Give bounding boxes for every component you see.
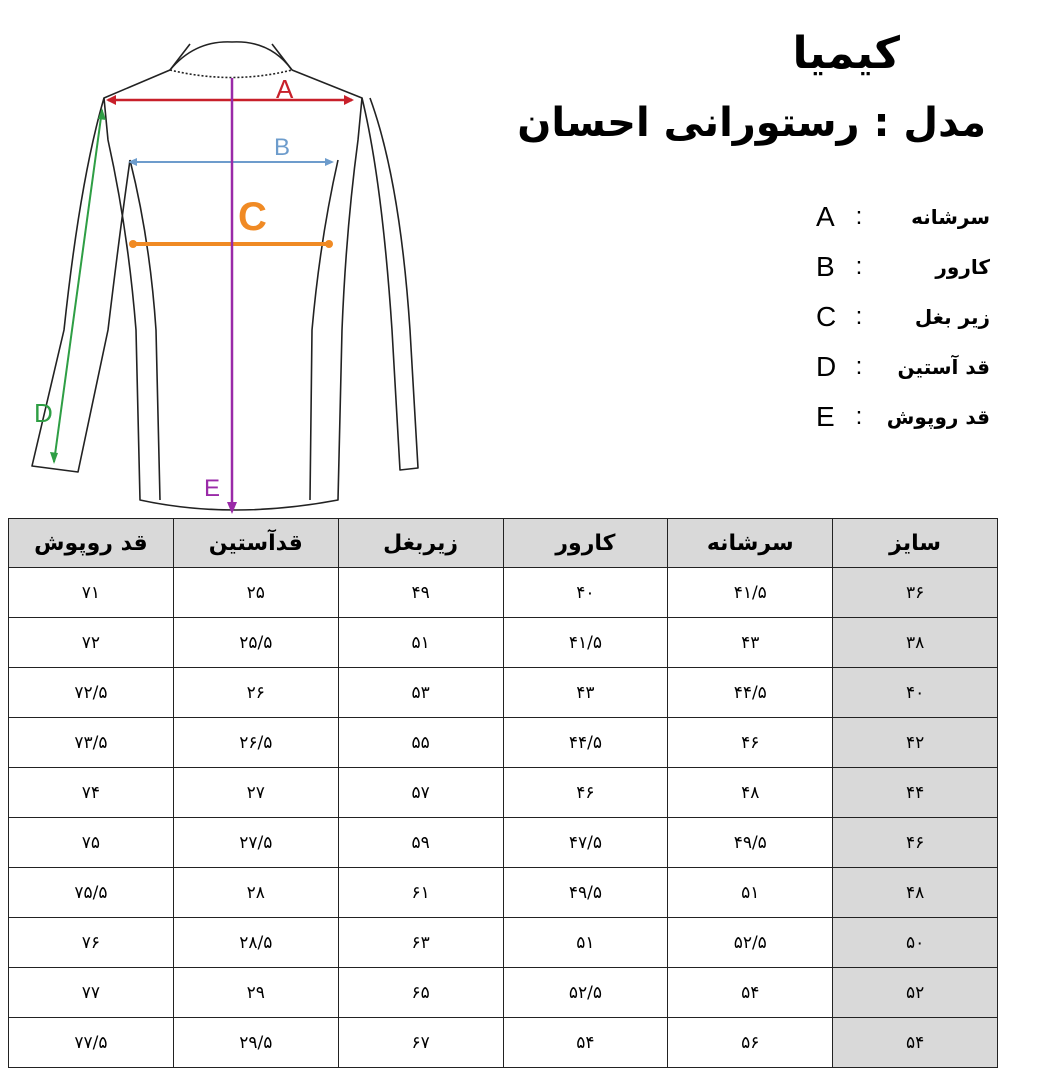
table-cell: ۲۹ (173, 968, 338, 1018)
table-cell: ۷۷ (9, 968, 174, 1018)
header-back-width: کارور (503, 519, 668, 568)
collar-stitch (170, 70, 292, 78)
table-row (9, 618, 998, 668)
legend-meaning: کارور (935, 255, 990, 279)
table-cell: ۴۴/۵ (668, 668, 833, 718)
size-cell: ۵۴ (833, 1018, 998, 1068)
size-cell: ۳۸ (833, 618, 998, 668)
table-row (9, 668, 998, 718)
table-body (9, 568, 998, 1068)
table-cell: ۴۳ (503, 668, 668, 718)
legend-letter: C (816, 301, 837, 332)
size-cell: ۴۴ (833, 768, 998, 818)
table-cell: ۵۵ (338, 718, 503, 768)
table-row (9, 818, 998, 868)
size-cell: ۴۶ (833, 818, 998, 868)
legend-row-a (750, 192, 990, 242)
table-cell: ۵۷ (338, 768, 503, 818)
size-cell: ۴۲ (833, 718, 998, 768)
table-cell: ۵۱ (668, 868, 833, 918)
table-cell: ۴۱/۵ (668, 568, 833, 618)
table-cell: ۲۵/۵ (173, 618, 338, 668)
table-cell: ۴۶ (668, 718, 833, 768)
table-cell: ۵۱ (338, 618, 503, 668)
table-row (9, 568, 998, 618)
legend-row-c (750, 292, 990, 342)
right-seam (310, 160, 338, 500)
header-size: سایز (833, 519, 998, 568)
header-shoulder: سرشانه (668, 519, 833, 568)
table-cell: ۵۲/۵ (668, 918, 833, 968)
table-cell: ۴۶ (503, 768, 668, 818)
table-cell: ۷۶ (9, 918, 174, 968)
table-cell: ۵۶ (668, 1018, 833, 1068)
table-cell: ۲۸ (173, 868, 338, 918)
model-title: مدل : رستورانی احسان (517, 100, 986, 146)
table-cell: ۲۵ (173, 568, 338, 618)
table-row (9, 768, 998, 818)
legend-colon: : (855, 253, 863, 280)
table-cell: ۶۱ (338, 868, 503, 918)
header-sleeve-length: قدآستین (173, 519, 338, 568)
table-row (9, 868, 998, 918)
table-row (9, 968, 998, 1018)
legend-colon: : (855, 403, 863, 430)
table-row (9, 1018, 998, 1068)
measure-e-line (227, 78, 237, 514)
measurement-legend (750, 192, 990, 442)
legend-row-d (750, 342, 990, 392)
legend-colon: : (855, 303, 863, 330)
size-cell: ۵۰ (833, 918, 998, 968)
table-cell: ۴۴/۵ (503, 718, 668, 768)
table-cell: ۷۳/۵ (9, 718, 174, 768)
table-cell: ۲۷ (173, 768, 338, 818)
legend-letter: A (816, 201, 835, 232)
table-cell: ۴۱/۵ (503, 618, 668, 668)
label-c: C (238, 195, 267, 239)
legend-meaning: زیر بغل (914, 305, 990, 329)
table-cell: ۷۲ (9, 618, 174, 668)
measure-d-line (50, 108, 106, 464)
legend-meaning: قد آستین (897, 355, 990, 379)
size-cell: ۳۶ (833, 568, 998, 618)
table-cell: ۵۱ (503, 918, 668, 968)
label-b: B (274, 134, 291, 161)
size-cell: ۴۸ (833, 868, 998, 918)
table-cell: ۷۷/۵ (9, 1018, 174, 1068)
legend-meaning: قد روپوش (886, 405, 990, 429)
legend-letter: B (816, 251, 835, 282)
table-row (9, 718, 998, 768)
legend-colon: : (855, 353, 863, 380)
label-e: E (204, 475, 221, 502)
table-cell: ۴۷/۵ (503, 818, 668, 868)
label-a: A (276, 74, 294, 104)
brand-title: کیمیا (792, 28, 900, 79)
right-sleeve-outline (362, 98, 418, 470)
table-cell: ۴۹ (338, 568, 503, 618)
table-cell: ۷۲/۵ (9, 668, 174, 718)
size-cell: ۵۲ (833, 968, 998, 1018)
table-cell: ۶۳ (338, 918, 503, 968)
table-cell: ۲۶/۵ (173, 718, 338, 768)
legend-colon: : (855, 203, 863, 230)
header-underarm: زیربغل (338, 519, 503, 568)
table-row (9, 918, 998, 968)
table-cell: ۷۴ (9, 768, 174, 818)
table-cell: ۵۴ (503, 1018, 668, 1068)
size-cell: ۴۰ (833, 668, 998, 718)
legend-row-b (750, 242, 990, 292)
table-cell: ۶۷ (338, 1018, 503, 1068)
table-cell: ۴۳ (668, 618, 833, 668)
table-cell: ۷۵ (9, 818, 174, 868)
table-cell: ۶۵ (338, 968, 503, 1018)
left-seam (130, 160, 160, 500)
table-cell: ۴۹/۵ (503, 868, 668, 918)
table-cell: ۵۳ (338, 668, 503, 718)
table-cell: ۲۸/۵ (173, 918, 338, 968)
legend-row-e (750, 392, 990, 442)
header-garment-length: قد روپوش (9, 519, 174, 568)
table-cell: ۷۱ (9, 568, 174, 618)
legend-letter: D (816, 351, 837, 382)
table-cell: ۴۰ (503, 568, 668, 618)
table-header-row (9, 519, 998, 568)
size-table (8, 518, 998, 1068)
table-cell: ۵۹ (338, 818, 503, 868)
table-cell: ۲۹/۵ (173, 1018, 338, 1068)
table-cell: ۵۴ (668, 968, 833, 1018)
table-cell: ۵۲/۵ (503, 968, 668, 1018)
table-cell: ۷۵/۵ (9, 868, 174, 918)
table-cell: ۴۹/۵ (668, 818, 833, 868)
table-cell: ۲۶ (173, 668, 338, 718)
measure-a-line (106, 95, 354, 105)
legend-letter: E (816, 401, 835, 432)
table-cell: ۴۸ (668, 768, 833, 818)
legend-meaning: سرشانه (911, 205, 990, 229)
jacket-back-diagram (20, 30, 420, 520)
table-cell: ۲۷/۵ (173, 818, 338, 868)
label-d: D (34, 398, 53, 428)
